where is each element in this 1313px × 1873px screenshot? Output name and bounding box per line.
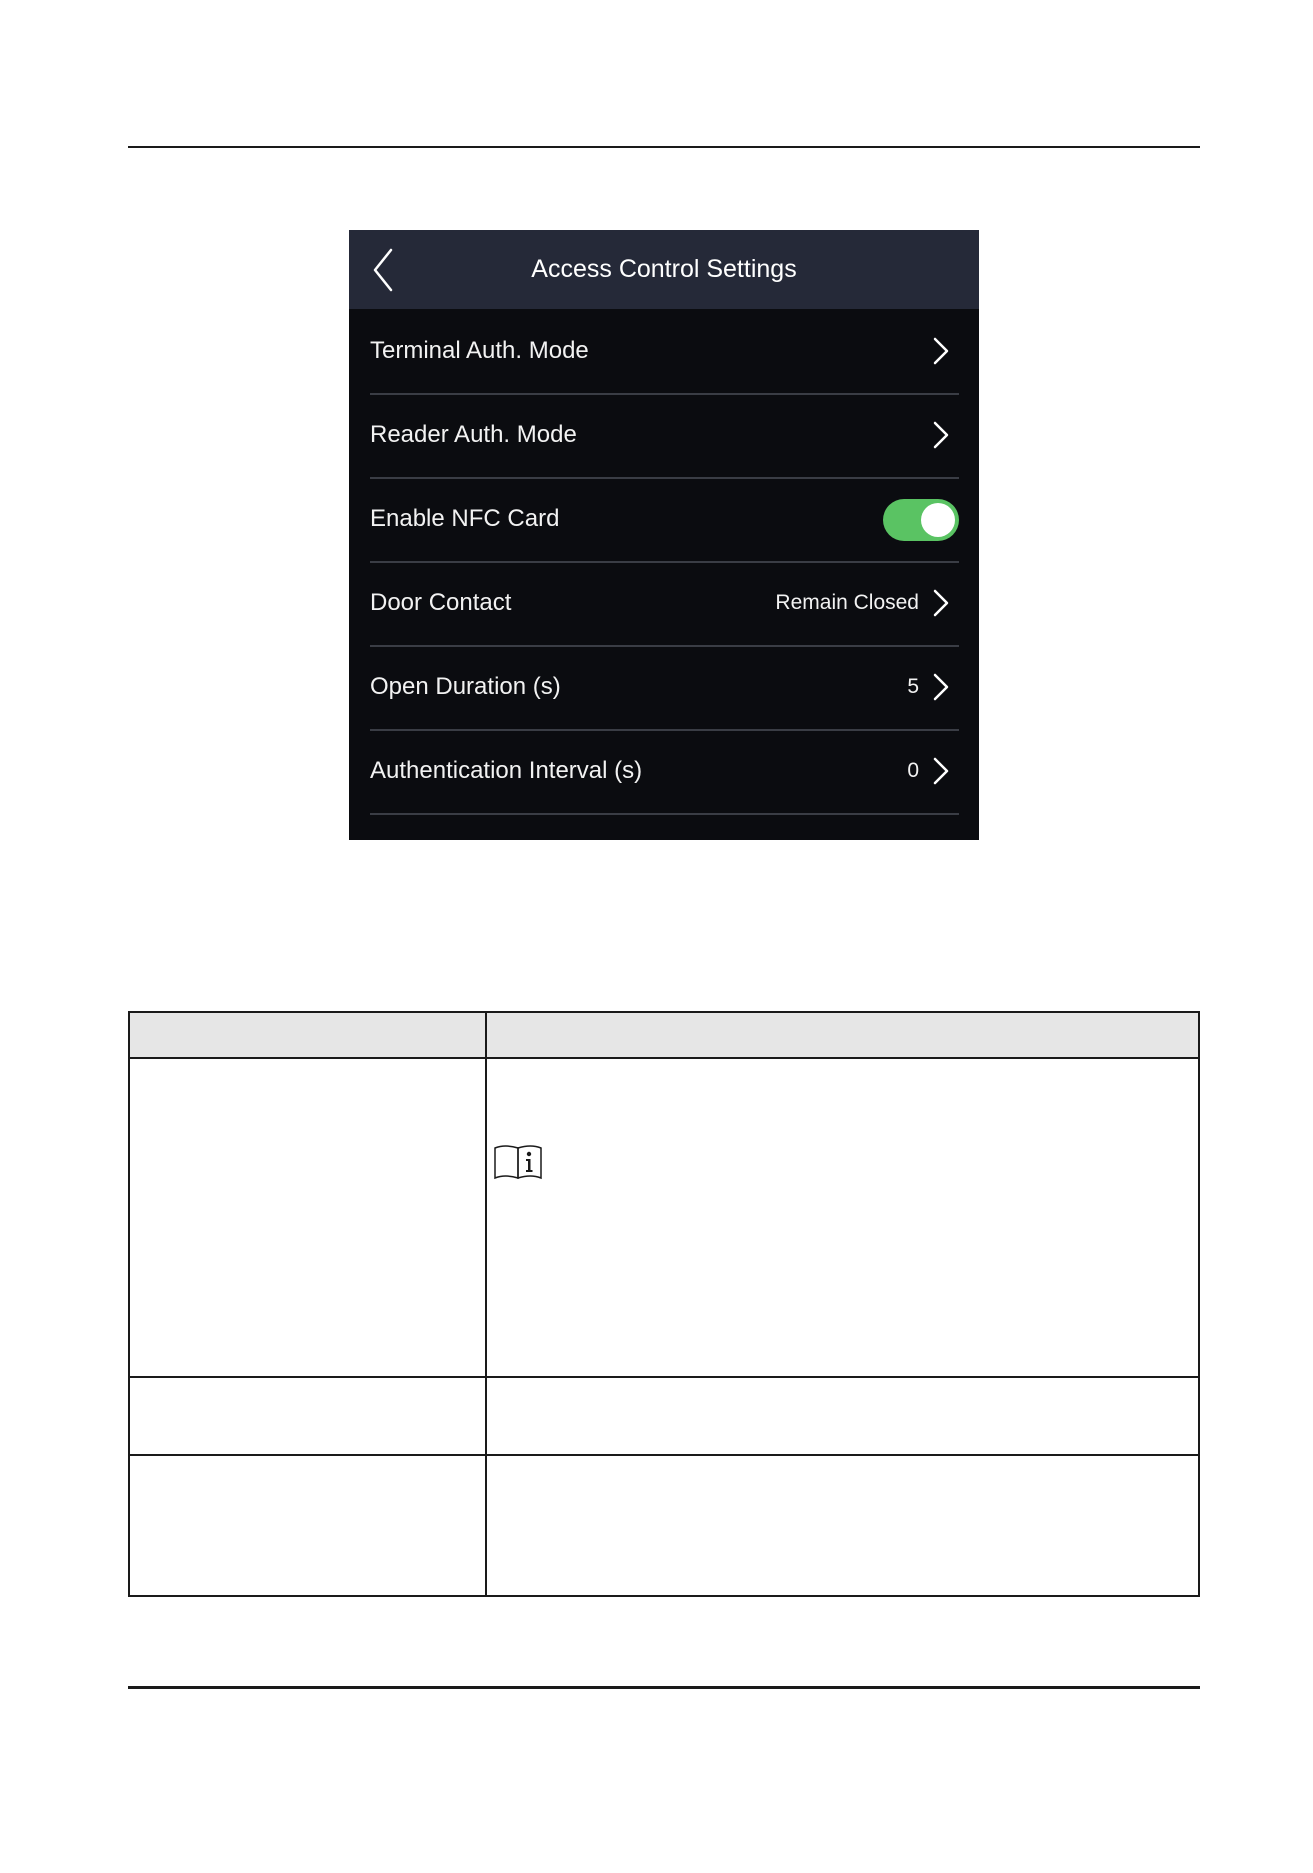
menu-item-label: Enable NFC Card: [370, 505, 560, 532]
menu-item-value: 0: [907, 759, 919, 782]
menu-item-label: Terminal Auth. Mode: [370, 337, 589, 364]
table-border: [128, 1595, 1200, 1597]
menu-item-open-duration[interactable]: [370, 645, 959, 731]
chevron-right-icon: [932, 336, 950, 366]
toggle-knob: [921, 503, 955, 537]
back-button[interactable]: [369, 246, 413, 294]
menu-item-value: 5: [907, 675, 919, 698]
chevron-right-icon: [932, 756, 950, 786]
menu-item-label: Open Duration (s): [370, 673, 561, 700]
chevron-right-icon: [932, 420, 950, 450]
menu-item-authentication-interval[interactable]: [370, 729, 959, 815]
parameter-table: [128, 1011, 1200, 1597]
menu-item-value: Remain Closed: [775, 591, 919, 614]
menu-item-label: Reader Auth. Mode: [370, 421, 577, 448]
menu-item-door-contact[interactable]: [370, 561, 959, 647]
chevron-right-icon: [932, 588, 950, 618]
screen-title: Access Control Settings: [531, 255, 797, 283]
table-row: [128, 1456, 1200, 1595]
device-screen: [349, 230, 979, 840]
chevron-right-icon: [932, 672, 950, 702]
menu-item-enable-nfc-card: [370, 477, 959, 563]
screen-header: [349, 230, 979, 309]
note-info-icon: [492, 1143, 544, 1181]
table-row: [128, 1059, 1200, 1376]
table-header-row: [128, 1011, 1200, 1057]
nfc-card-toggle[interactable]: [883, 499, 959, 541]
table-row: [128, 1378, 1200, 1454]
footer-rule: [128, 1686, 1200, 1689]
table-border: [128, 1011, 1200, 1013]
menu-item-reader-auth-mode[interactable]: [370, 393, 959, 479]
chevron-left-icon: [369, 246, 413, 294]
header-rule: [128, 146, 1200, 148]
menu-item-terminal-auth-mode[interactable]: [370, 309, 959, 395]
menu-item-label: Authentication Interval (s): [370, 757, 643, 784]
menu-item-label: Door Contact: [370, 589, 512, 616]
